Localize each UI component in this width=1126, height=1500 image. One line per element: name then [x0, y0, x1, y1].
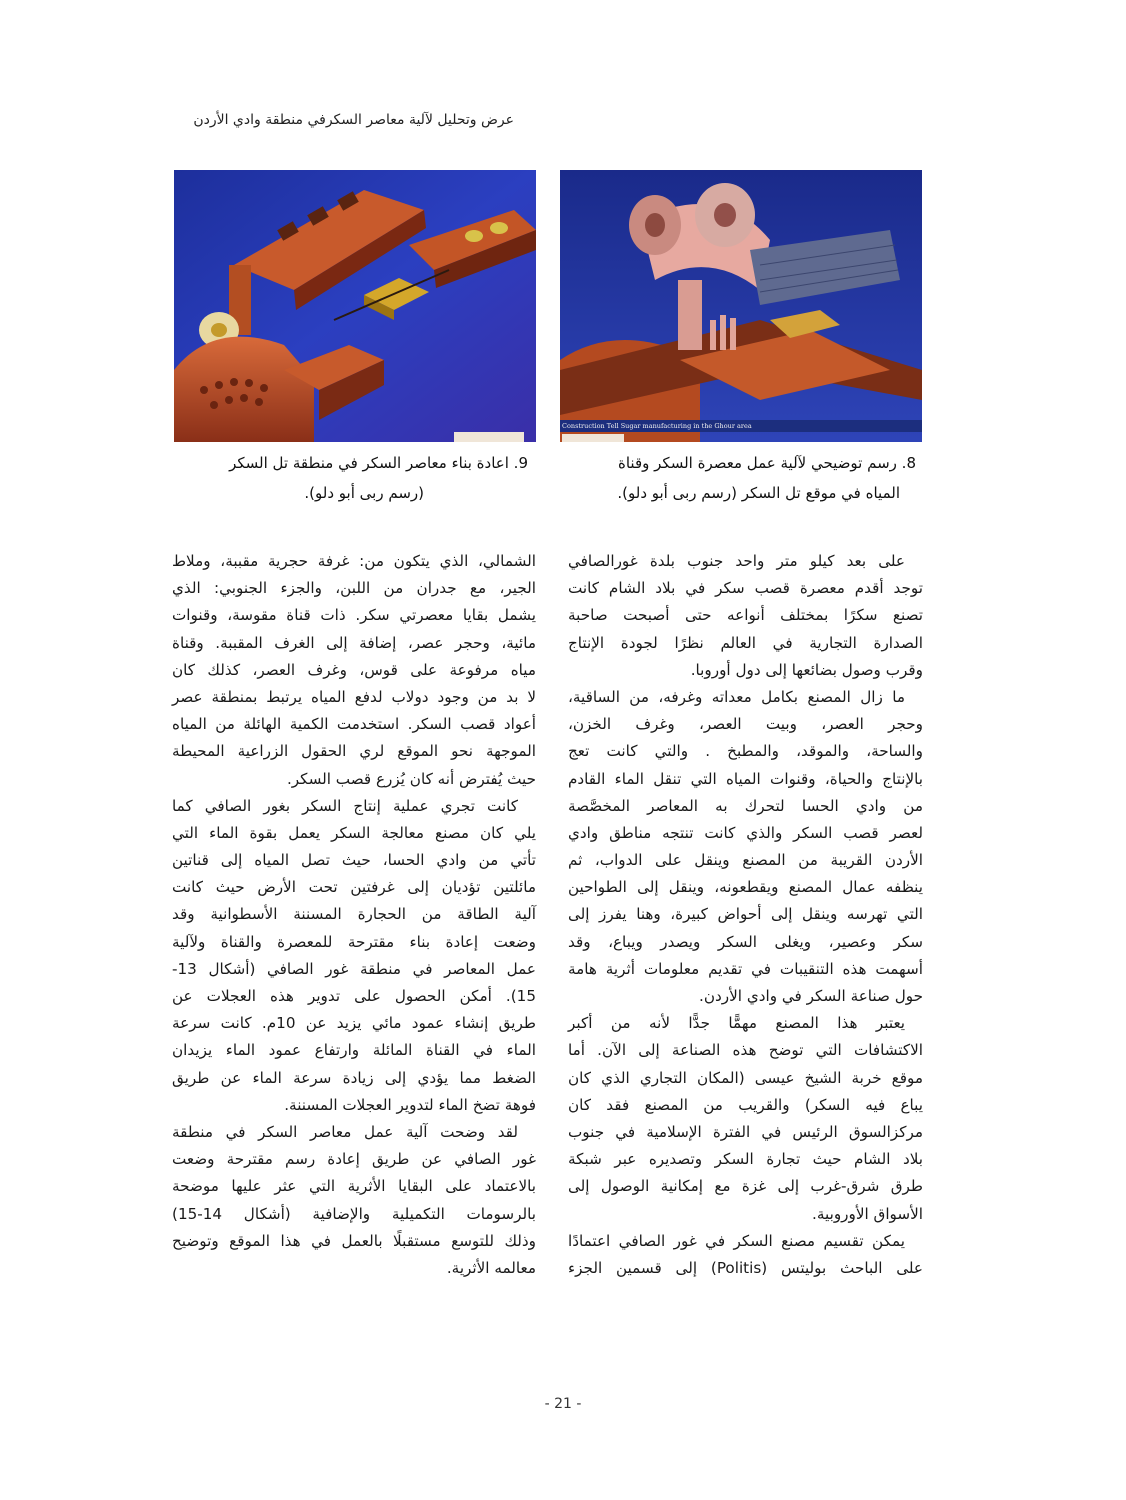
text-line: حول صناعة السكر في وادي الأردن. — [699, 987, 923, 1005]
text-line: سكر وعصير، ويغلى السكر ويصدر ويباع، وقد — [568, 932, 923, 951]
text-line: الضغط مما يؤدي إلى زيادة سرعة الماء عن طريق — [172, 1068, 536, 1087]
text-line: ما زال المصنع بكامل معداته وغرفه، من الساقية، — [568, 687, 905, 706]
text-line: وضعت إعادة بناء مقترحة للمعصرة والقناة ولآلية — [172, 932, 536, 951]
text-line: مائلتين تؤديان إلى غرفتين تحت الأرض حيث كانت — [172, 878, 536, 897]
text-line: فوهة تضخ الماء لتدوير العجلات المسننة. — [284, 1095, 536, 1114]
text-line: لا بد من وجود دولاب لدفع المياه يرتبط بمنطقة عصر — [172, 687, 536, 706]
body-column-right — [568, 548, 923, 1282]
text-line: الصدارة التجارية في العالم نظرًا لجودة الإنتاج — [568, 633, 923, 652]
text-line: بالإنتاج والحياة، وقنوات المياه التي تنقل الماء القادم — [568, 769, 923, 788]
text-line: على بعد كيلو متر واحد جنوب بلدة غورالصافي — [568, 552, 905, 570]
text-line: الماء في القناة المائلة وارتفاع عمود الماء يزيدان — [172, 1041, 536, 1060]
text-line: تصنع سكرًا بمختلف أنواعه حتى أصبحت صاحبة — [568, 606, 923, 625]
text-line: وذلك للتوسع مستقبلًا بالعمل في هذا الموقع وتوضيح — [172, 1231, 536, 1250]
text-line: من وادي الحسا لتحرك به المعاصر المخصَّصة — [568, 796, 923, 815]
text-line: لقد وضحت آلية عمل معاصر السكر في منطقة — [172, 1122, 518, 1141]
text-line: يلي كان مصنع معالجة السكر يعمل بقوة الماء التي — [172, 823, 536, 842]
caption-line: المياه في موقع تل السكر (رسم ربى أبو دلو). — [617, 484, 900, 502]
text-line: آلية الطاقة من الحجارة المسننة الأسطوانية وقد — [172, 905, 536, 924]
text-line: الشمالي، الذي يتكون من: غرفة حجرية مقببة، وملاط — [172, 552, 536, 570]
text-line: يعتبر هذا المصنع مهمًّا جدًّا لأنه من أكبر — [568, 1014, 905, 1033]
figure-9-image — [174, 170, 536, 442]
figure-8-image — [560, 170, 922, 442]
text-line: لعصر قصب السكر والذي كانت تنتجه مناطق وادي — [568, 823, 923, 842]
figure-8-inline-text: Construction Tell Sugar manufacturing in the Ghour area — [562, 422, 752, 430]
text-line: كانت تجري عملية إنتاج السكر بغور الصافي كما — [172, 796, 518, 815]
text-line: وقرب وصول بضائعها إلى دول أوروبا. — [690, 660, 923, 679]
text-line: التي تهرسه وينقل إلى أحواض كبيرة، وهنا يفرز إلى — [568, 905, 923, 924]
running-header: عرض وتحليل لآلية معاصر السكرفي منطقة وادي الأردن — [193, 112, 514, 128]
text-line: على الباحث بوليتس (Politis) إلى قسمين الجزء — [568, 1258, 923, 1277]
text-line: أعواد قصب السكر. استخدمت الكمية الهائلة من المياه — [172, 715, 536, 734]
text-line: الاكتشافات التي توضح هذه الصناعة إلى الآن. أما — [568, 1041, 923, 1060]
text-line: الأردن القريبة من المصنع وينقل على الدواب، ثم — [568, 851, 923, 870]
text-line: طريق إنشاء عمود مائي يزيد عن 10م. كانت سرعة — [172, 1014, 536, 1033]
text-line: موقع خربة الشيخ عيسى (المكان التجاري الذي كان — [568, 1068, 923, 1087]
text-line: طرق شرق-غرب إلى غزة مع إمكانية الوصول إلى — [568, 1177, 923, 1196]
text-line: مائية، وحجر عصر، إضافة إلى الغرف المقببة. وقناة — [172, 633, 536, 652]
text-line: أسهمت هذه التنقيبات في تقديم معلومات أثرية هامة — [568, 959, 923, 978]
text-line: يمكن تقسيم مصنع السكر في غور الصافي اعتمادًا — [568, 1231, 905, 1250]
text-line: الأسواق الأوروبية. — [812, 1204, 923, 1223]
figure-8-caption — [560, 448, 916, 508]
text-line: يباع فيه السكر) والقريب من المصنع فقد كان — [568, 1095, 923, 1114]
figure-9-caption — [172, 448, 528, 508]
text-line: عمل المعاصر في منطقة غور الصافي (أشكال 13- — [172, 959, 536, 978]
text-line: مركزالسوق الرئيس في الفترة الإسلامية في جنوب — [568, 1122, 923, 1141]
text-line: وحجر العصر، وبيت العصر، وغرف الخزن، — [568, 715, 923, 734]
body-column-left — [172, 548, 536, 1282]
text-line: معالمه الأثرية. — [446, 1258, 536, 1277]
text-line: يشمل بقايا معصرتي سكر. ذات قناة مقوسة، وقنوات — [172, 606, 536, 625]
text-line: غور الصافي عن طريق إعادة رسم مقترحة وضعت — [172, 1150, 536, 1169]
text-line: تأتي من وادي الحسا، حيث تصل المياه إلى قناتين — [172, 851, 536, 870]
page-number: - 21 - — [544, 1396, 582, 1412]
text-line: ينظفه عمال المصنع ويقطعونه، وينقل إلى الطواحين — [568, 878, 923, 897]
text-line: 15). أمكن الحصول على تدوير هذه العجلات عن — [172, 987, 536, 1005]
text-line: بالرسومات التكميلية والإضافية (أشكال 14-15) — [172, 1204, 536, 1223]
text-line: بالاعتماد على البقايا الأثرية التي عثر عليها موضحة — [172, 1177, 536, 1196]
text-line: الجير، مع جدران من اللبن، والجزء الجنوبي: الذي — [172, 579, 536, 598]
text-line: والساحة، والموقد، والمطبخ . والتي كانت تعج — [568, 742, 923, 761]
caption-line: (رسم ربى أبو دلو). — [304, 484, 424, 502]
text-line: توجد أقدم معصرة قصب سكر في بلاد الشام كانت — [568, 579, 923, 598]
caption-line: 8. رسم توضيحي لآلية عمل معصرة السكر وقناة — [618, 454, 916, 472]
text-line: بلاد الشام حيث تجارة السكر وتصديره عبر شبكة — [568, 1150, 923, 1169]
caption-line: 9. اعادة بناء معاصر السكر في منطقة تل السكر — [229, 454, 528, 472]
text-line: الموجهة نحو الموقع لري الحقول الزراعية المحيطة — [172, 742, 536, 761]
text-line: حيث يُفترض أنه كان يُزرع قصب السكر. — [286, 769, 536, 788]
text-line: مياه مرفوعة على قوس، وغرف العصر، كذلك كان — [172, 660, 536, 679]
